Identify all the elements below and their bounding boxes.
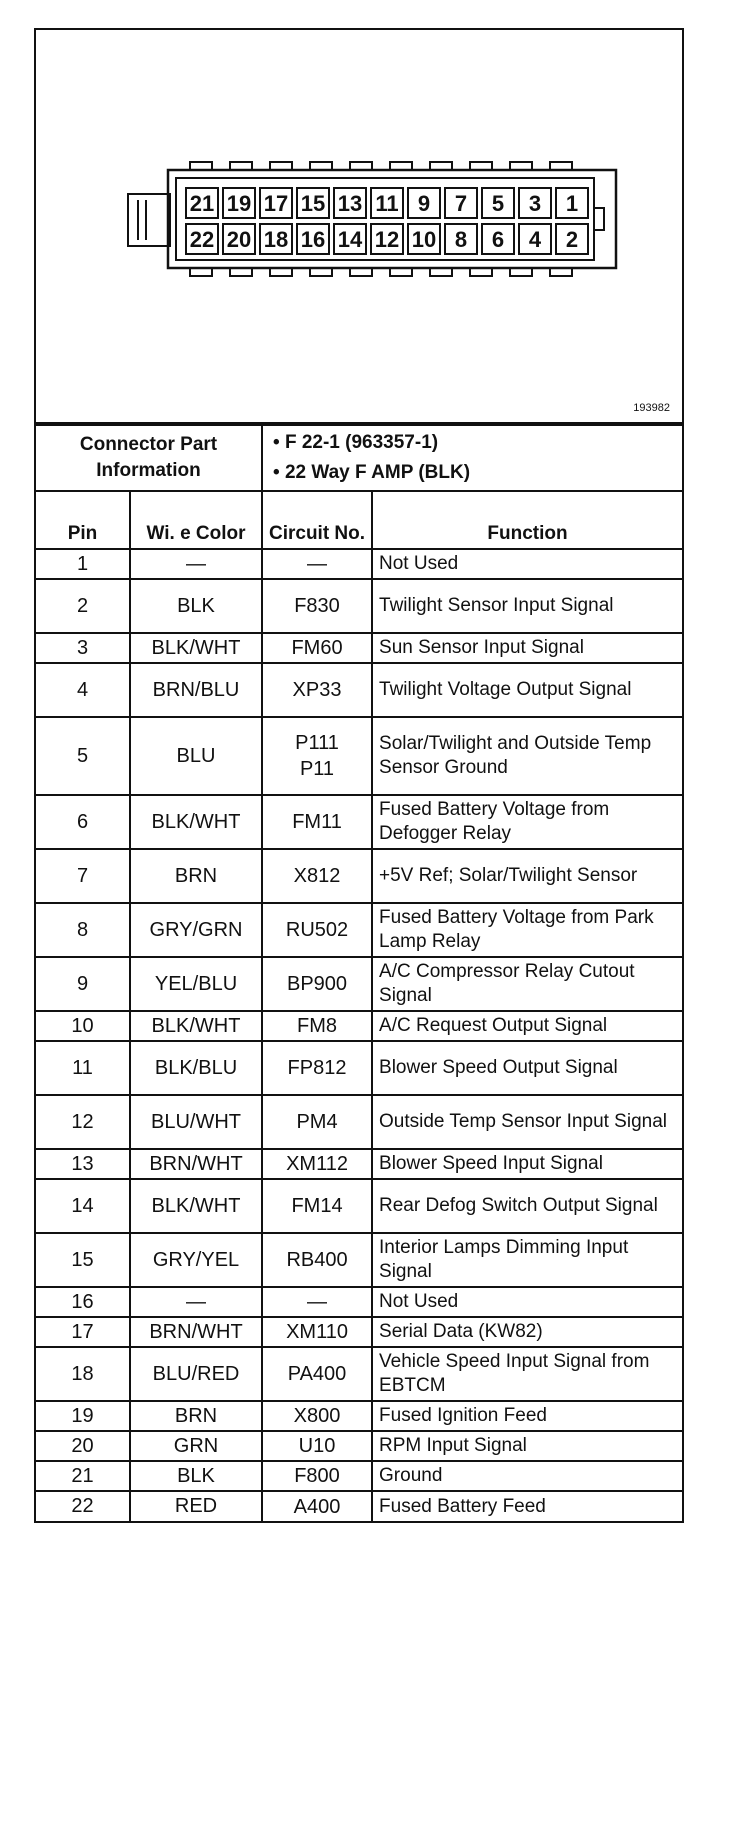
table-row <box>36 663 682 717</box>
circuit-number: BP900 <box>286 973 348 995</box>
connector-latch <box>128 194 170 246</box>
pin-cell: 12 <box>36 1095 130 1149</box>
part-info-item: • 22 Way F AMP (BLK) <box>273 458 672 488</box>
circuit-cell <box>262 957 372 1011</box>
wire-color-cell: GRY/YEL <box>130 1233 262 1287</box>
connector-face-drawing <box>36 30 682 422</box>
circuit-number: F800 <box>294 1465 340 1487</box>
pin-label: 10 <box>411 227 437 252</box>
function-cell: Serial Data (KW82) <box>372 1317 682 1347</box>
wire-color-cell: BLK/WHT <box>130 633 262 663</box>
function-cell: A/C Request Output Signal <box>372 1011 682 1041</box>
part-info-list <box>262 425 682 491</box>
connector-sheet <box>34 28 684 1523</box>
table-row <box>36 549 682 579</box>
circuit-cell <box>262 1491 372 1521</box>
wire-color-column-header: Wi. e Color <box>130 491 262 549</box>
function-cell: Fused Battery Feed <box>372 1491 682 1521</box>
circuit-cell <box>262 795 372 849</box>
pin-cell: 1 <box>36 549 130 579</box>
pin-cell: 3 <box>36 633 130 663</box>
pin-label: 4 <box>528 227 542 252</box>
wire-color-cell: BLK/WHT <box>130 1179 262 1233</box>
circuit-number: XP33 <box>292 679 342 701</box>
wire-color-cell: BRN/WHT <box>130 1317 262 1347</box>
circuit-number: FM60 <box>291 637 343 659</box>
pin-cell: 20 <box>36 1431 130 1461</box>
wire-color-cell: — <box>130 1287 262 1317</box>
pin-label: 20 <box>226 227 252 252</box>
pin-label: 3 <box>528 191 542 216</box>
pin-label: 14 <box>337 227 363 252</box>
circuit-number: XM110 <box>286 1321 348 1343</box>
function-cell: Fused Battery Voltage from Park Lamp Relay <box>372 903 682 957</box>
circuit-cell <box>262 579 372 633</box>
function-cell: Sun Sensor Input Signal <box>372 633 682 663</box>
wire-color-cell: BRN/BLU <box>130 663 262 717</box>
function-cell: A/C Compressor Relay Cutout Signal <box>372 957 682 1011</box>
circuit-cell <box>262 663 372 717</box>
circuit-cell <box>262 903 372 957</box>
circuit-cell <box>262 1233 372 1287</box>
table-row <box>36 1179 682 1233</box>
function-cell: Not Used <box>372 549 682 579</box>
function-cell: Twilight Voltage Output Signal <box>372 663 682 717</box>
pin-cell: 15 <box>36 1233 130 1287</box>
function-cell: RPM Input Signal <box>372 1431 682 1461</box>
circuit-number: X800 <box>293 1405 341 1427</box>
function-cell: Outside Temp Sensor Input Signal <box>372 1095 682 1149</box>
pin-cell: 4 <box>36 663 130 717</box>
connector-diagram <box>36 30 682 424</box>
function-cell: Rear Defog Switch Output Signal <box>372 1179 682 1233</box>
function-cell: Vehicle Speed Input Signal from EBTCM <box>372 1347 682 1401</box>
circuit-number: P11 <box>299 758 335 780</box>
circuit-cell <box>262 633 372 663</box>
circuit-cell <box>262 1149 372 1179</box>
pin-label: 6 <box>491 227 505 252</box>
circuit-cell <box>262 1095 372 1149</box>
table-row <box>36 1287 682 1317</box>
pin-cell: 13 <box>36 1149 130 1179</box>
function-cell: +5V Ref; Solar/Twilight Sensor <box>372 849 682 903</box>
table-row <box>36 579 682 633</box>
circuit-cell <box>262 1179 372 1233</box>
function-cell: Fused Ignition Feed <box>372 1401 682 1431</box>
table-row <box>36 1317 682 1347</box>
table-row <box>36 903 682 957</box>
circuit-number: U10 <box>298 1435 336 1457</box>
circuit-number: PA400 <box>287 1363 347 1385</box>
table-row <box>36 1431 682 1461</box>
table-row <box>36 1347 682 1401</box>
pin-cell: 19 <box>36 1401 130 1431</box>
table-row <box>36 1011 682 1041</box>
circuit-number: — <box>307 553 328 575</box>
pin-label: 8 <box>454 227 468 252</box>
wire-color-cell: GRY/GRN <box>130 903 262 957</box>
circuit-number: X812 <box>293 865 341 887</box>
table-row <box>36 1095 682 1149</box>
wire-color-cell: YEL/BLU <box>130 957 262 1011</box>
figure-id: 193982 <box>633 402 670 414</box>
pin-cell: 14 <box>36 1179 130 1233</box>
function-cell: Twilight Sensor Input Signal <box>372 579 682 633</box>
part-info-label: Connector Part Information <box>36 425 262 491</box>
circuit-number: A400 <box>293 1495 341 1518</box>
circuit-number: P111 <box>295 732 339 754</box>
circuit-cell <box>262 1287 372 1317</box>
pin-label: 12 <box>374 227 400 252</box>
part-info-row <box>36 425 682 491</box>
table-row <box>36 1149 682 1179</box>
pin-cell: 7 <box>36 849 130 903</box>
table-row <box>36 849 682 903</box>
pin-cell: 18 <box>36 1347 130 1401</box>
circuit-number: PM4 <box>296 1111 338 1133</box>
pin-cell: 2 <box>36 579 130 633</box>
wire-color-cell: BRN <box>130 849 262 903</box>
wire-color-cell: — <box>130 549 262 579</box>
wire-color-cell: BLU/RED <box>130 1347 262 1401</box>
table-row <box>36 795 682 849</box>
circuit-cell <box>262 1317 372 1347</box>
pin-cell: 21 <box>36 1461 130 1491</box>
table-row <box>36 1491 682 1521</box>
pin-column-header: Pin <box>36 491 130 549</box>
pin-label: 19 <box>226 191 252 216</box>
function-cell: Not Used <box>372 1287 682 1317</box>
pin-cell: 5 <box>36 717 130 795</box>
circuit-cell <box>262 1461 372 1491</box>
pin-label: 17 <box>263 191 289 216</box>
pin-label: 7 <box>454 191 468 216</box>
pin-cell: 22 <box>36 1491 130 1521</box>
wire-color-cell: BLU <box>130 717 262 795</box>
part-info-item: • F 22-1 (963357-1) <box>273 428 672 458</box>
pin-cell: 11 <box>36 1041 130 1095</box>
pin-cell: 16 <box>36 1287 130 1317</box>
circuit-cell <box>262 1401 372 1431</box>
circuit-cell <box>262 1041 372 1095</box>
pin-cell: 8 <box>36 903 130 957</box>
function-cell: Fused Battery Voltage from Defogger Relay <box>372 795 682 849</box>
pin-label: 21 <box>189 191 215 216</box>
function-cell: Interior Lamps Dimming Input Signal <box>372 1233 682 1287</box>
function-cell: Solar/Twilight and Outside Temp Sensor Ground <box>372 717 682 795</box>
pin-cell: 6 <box>36 795 130 849</box>
wire-color-cell: BLK/BLU <box>130 1041 262 1095</box>
circuit-cell <box>262 1347 372 1401</box>
wire-color-cell: BRN/WHT <box>130 1149 262 1179</box>
wire-color-cell: BLK/WHT <box>130 795 262 849</box>
circuit-cell <box>262 1431 372 1461</box>
pin-label: 2 <box>565 227 579 252</box>
pin-label: 13 <box>337 191 363 216</box>
circuit-cell <box>262 717 372 795</box>
pin-cell: 9 <box>36 957 130 1011</box>
function-cell: Blower Speed Input Signal <box>372 1149 682 1179</box>
table-row <box>36 1461 682 1491</box>
circuit-number: F830 <box>294 595 340 617</box>
table-row <box>36 1233 682 1287</box>
header-row <box>36 491 682 549</box>
polarizing-key <box>594 208 604 230</box>
pin-label: 9 <box>417 191 431 216</box>
function-column-header: Function <box>372 491 682 549</box>
pin-cell: 17 <box>36 1317 130 1347</box>
function-cell: Blower Speed Output Signal <box>372 1041 682 1095</box>
table-row <box>36 633 682 663</box>
table-row <box>36 957 682 1011</box>
table-row <box>36 1041 682 1095</box>
wire-color-cell: BLK <box>130 1461 262 1491</box>
wire-color-cell: BRN <box>130 1401 262 1431</box>
pin-cell: 10 <box>36 1011 130 1041</box>
table-row <box>36 1401 682 1431</box>
pin-label: 18 <box>263 227 289 252</box>
circuit-number: FP812 <box>287 1057 347 1079</box>
pin-label: 16 <box>300 227 326 252</box>
pinout-table <box>36 424 682 1521</box>
pin-label: 11 <box>375 191 399 216</box>
wire-color-cell: GRN <box>130 1431 262 1461</box>
circuit-number: FM8 <box>297 1015 338 1037</box>
circuit-cell <box>262 1011 372 1041</box>
circuit-number: RU502 <box>285 919 349 941</box>
wire-color-cell: BLK <box>130 579 262 633</box>
circuit-number: — <box>307 1291 328 1313</box>
pin-label: 22 <box>189 227 215 252</box>
circuit-cell <box>262 849 372 903</box>
table-row <box>36 717 682 795</box>
circuit-number: FM14 <box>291 1195 343 1217</box>
circuit-column-header: Circuit No. <box>262 491 372 549</box>
circuit-number: XM112 <box>286 1153 348 1175</box>
wire-color-cell: RED <box>130 1491 262 1521</box>
function-cell: Ground <box>372 1461 682 1491</box>
circuit-number: FM11 <box>292 811 342 833</box>
wire-color-cell: BLU/WHT <box>130 1095 262 1149</box>
pin-label: 5 <box>491 191 505 216</box>
wire-color-cell: BLK/WHT <box>130 1011 262 1041</box>
circuit-cell <box>262 549 372 579</box>
circuit-number: RB400 <box>286 1249 348 1271</box>
pin-label: 1 <box>565 191 579 216</box>
pin-label: 15 <box>300 191 326 216</box>
